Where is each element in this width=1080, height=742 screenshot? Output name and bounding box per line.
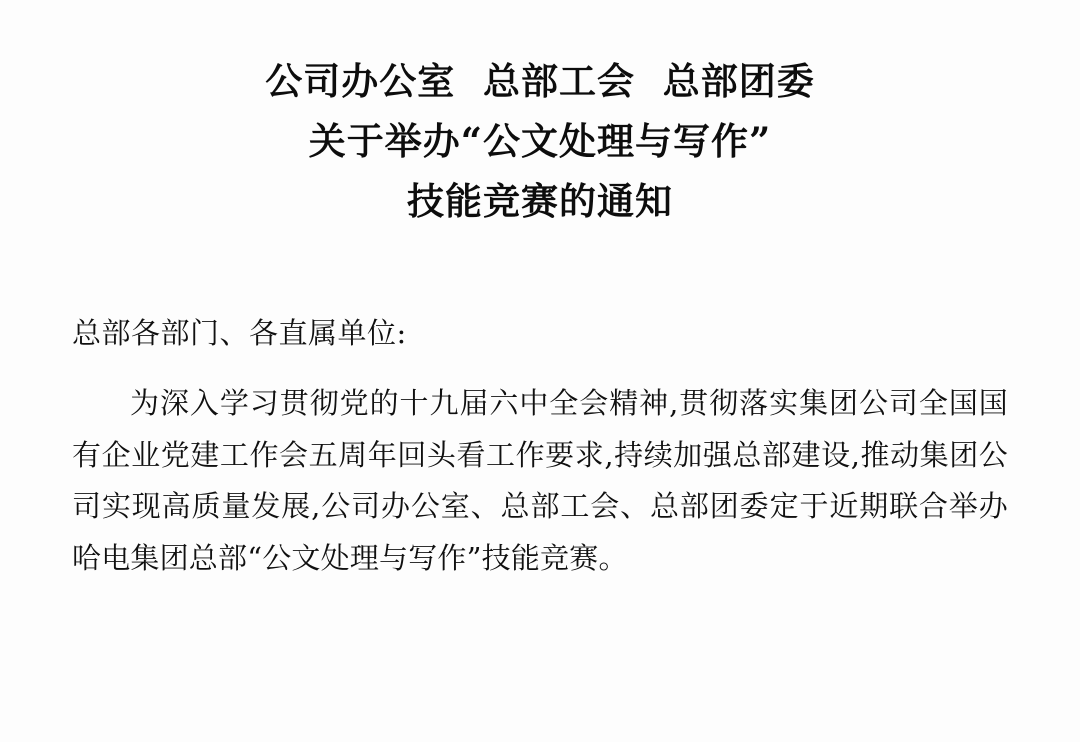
document-body [0, 310, 1080, 585]
title-line-1: 公司办公室 总部工会 总部团委 [265, 59, 815, 103]
body-paragraph-1: 为深入学习贯彻党的十九届六中全会精神,贯彻落实集团公司全国国有企业党建工作会五周年回头看工作要求,持续加强总部建设,推动集团公司实现高质量发展,公司办公室、总部工会、总部团委定于近期联合举办哈电集团总部“公文处理与写作”技能竞赛。 [72, 386, 1008, 576]
title-line-3: 技能竞赛的通知 [407, 178, 673, 223]
salutation: 总部各部门、各直属单位: [72, 315, 407, 350]
page-title [0, 0, 1080, 232]
title-line-2: 关于举办“公文处理与写作” [308, 118, 772, 163]
